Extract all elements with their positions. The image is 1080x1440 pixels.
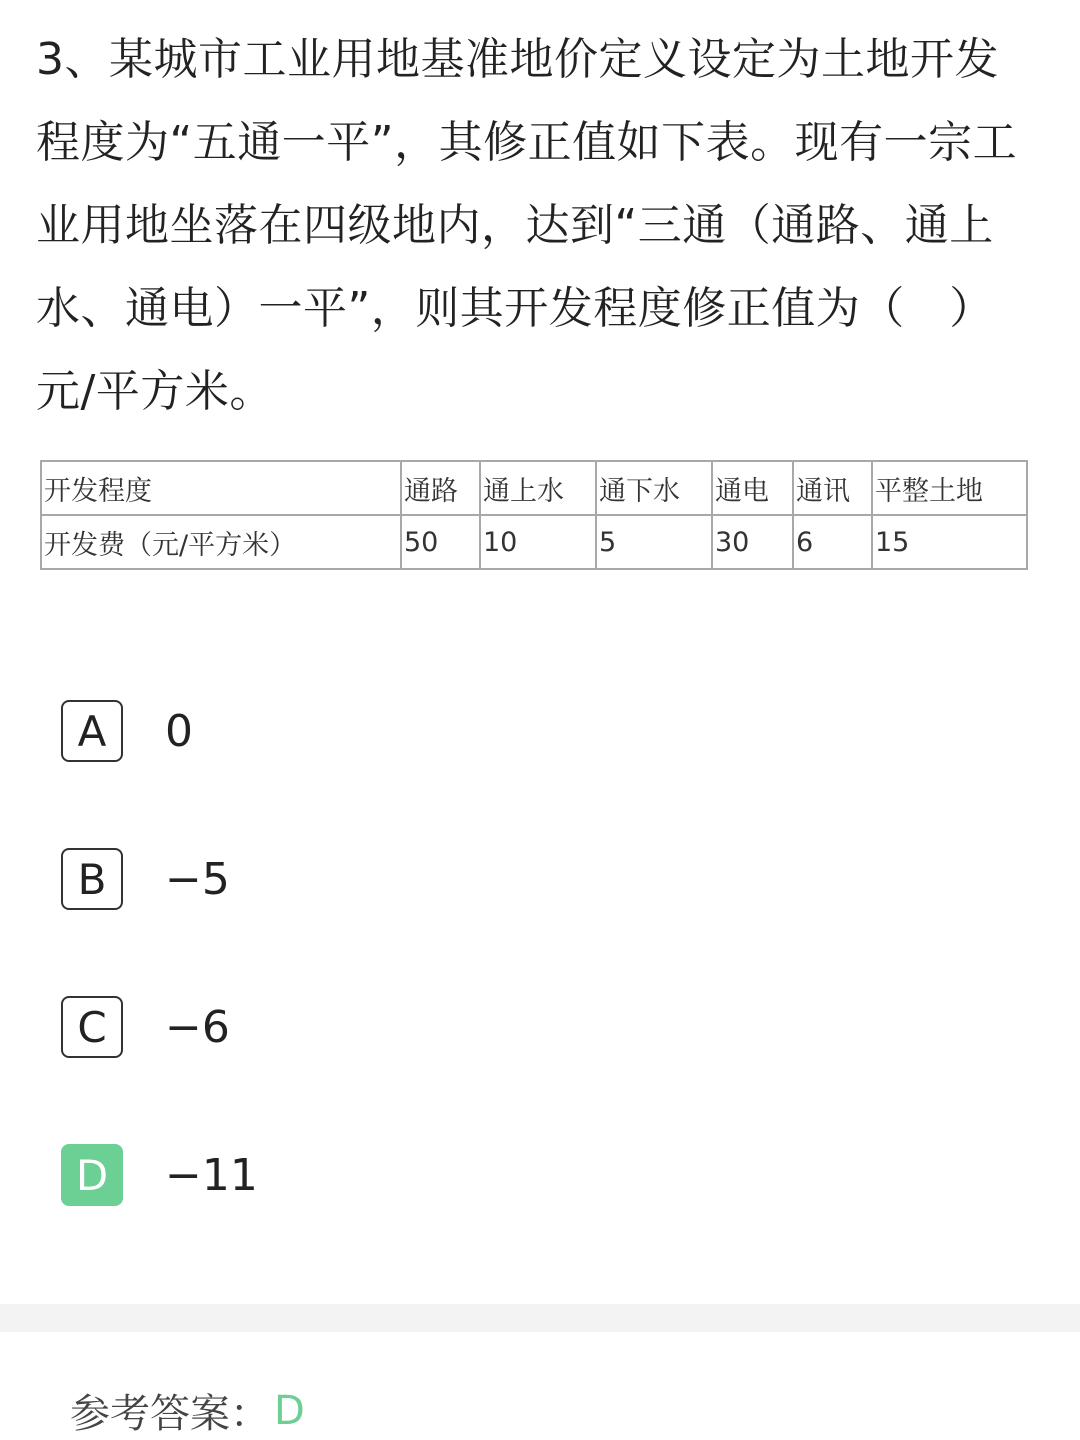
option-a-text: 0 — [165, 705, 193, 757]
table-header-cell: 通电 — [712, 461, 793, 515]
table-header-cell: 通下水 — [596, 461, 712, 515]
option-d[interactable] — [61, 1142, 461, 1208]
option-b-text: −5 — [165, 853, 230, 905]
table-cell: 50 — [401, 515, 480, 569]
option-b-letter: B — [61, 848, 123, 910]
reference-answer — [70, 1382, 305, 1439]
table-header-cell: 通讯 — [793, 461, 872, 515]
option-c-letter: C — [61, 996, 123, 1058]
table-cell: 6 — [793, 515, 872, 569]
table-row — [41, 515, 1027, 569]
development-cost-table — [40, 460, 1026, 567]
table-header-cell: 通上水 — [480, 461, 596, 515]
table-header-row — [41, 461, 1027, 515]
option-d-text: −11 — [165, 1149, 258, 1201]
table-cell: 30 — [712, 515, 793, 569]
option-c-text: −6 — [165, 1001, 230, 1053]
reference-answer-value: D — [274, 1387, 305, 1434]
table-cell: 15 — [872, 515, 1027, 569]
table-header-cell: 平整土地 — [872, 461, 1027, 515]
option-b[interactable] — [61, 846, 461, 912]
option-a[interactable] — [61, 698, 461, 764]
question-text: 3、某城市工业用地基准地价定义设定为土地开发程度为“五通一平”，其修正值如下表。现有一宗工业用地坐落在四级地内，达到“三通（通路、通上水、通电）一平”，则其开发程度修正值为（ ）元/平方米。 — [36, 34, 1018, 417]
table-cell: 开发费（元/平方米） — [41, 515, 401, 569]
table-header-cell: 通路 — [401, 461, 480, 515]
reference-answer-label: 参考答案： — [70, 1391, 270, 1437]
option-a-letter: A — [61, 700, 123, 762]
table-cell: 10 — [480, 515, 596, 569]
table-header-cell: 开发程度 — [41, 461, 401, 515]
option-c[interactable] — [61, 994, 461, 1060]
section-divider — [0, 1304, 1080, 1332]
option-d-letter: D — [61, 1144, 123, 1206]
table-cell: 5 — [596, 515, 712, 569]
